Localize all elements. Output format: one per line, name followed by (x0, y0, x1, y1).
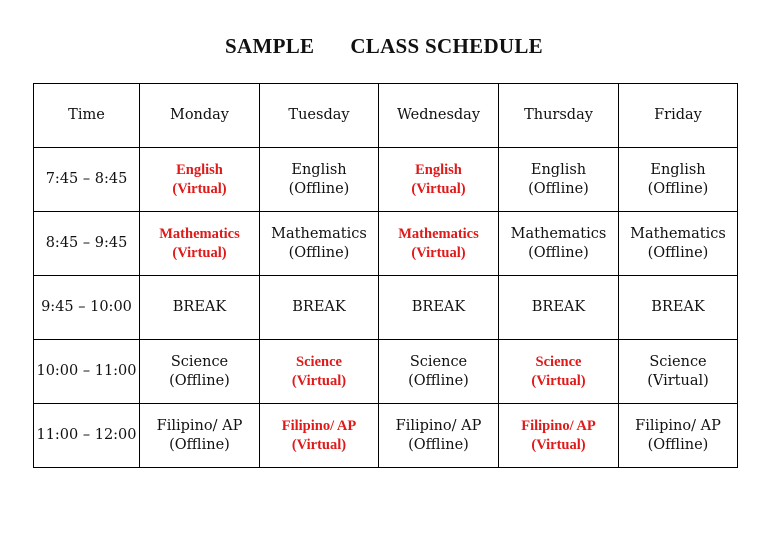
subject-label: English (291, 161, 347, 178)
mode-label: (Offline) (647, 180, 709, 197)
header-wednesday: Wednesday (379, 84, 499, 148)
subject-label: Filipino/ AP (281, 417, 357, 434)
class-cell-monday (140, 404, 260, 468)
subject-label: Science (649, 353, 707, 370)
subject-label: Mathematics (398, 225, 479, 242)
class-cell-thursday (499, 212, 619, 276)
subject-label: Filipino/ AP (395, 417, 482, 434)
class-cell-friday (619, 404, 738, 468)
class-cell-monday (140, 148, 260, 212)
subject-label: Science (409, 353, 468, 370)
time-cell: 8:45 – 9:45 (34, 212, 140, 276)
time-cell: 7:45 – 8:45 (34, 148, 140, 212)
class-cell-tuesday (260, 276, 379, 340)
mode-label: (Offline) (408, 436, 469, 453)
class-cell-wednesday (379, 148, 499, 212)
subject-label: English (176, 161, 223, 178)
class-cell-tuesday (260, 404, 379, 468)
subject-label: English (415, 161, 462, 178)
mode-label: (Virtual) (291, 436, 347, 453)
subject-label: Mathematics (271, 225, 367, 242)
subject-label: BREAK (292, 299, 346, 315)
subject-label: Filipino/ AP (635, 417, 721, 434)
subject-label: Science (170, 353, 229, 370)
class-cell-thursday (499, 404, 619, 468)
class-cell-thursday (499, 340, 619, 404)
subject-label: BREAK (172, 299, 227, 315)
mode-label: (Virtual) (172, 244, 227, 261)
page-title (0, 34, 768, 59)
mode-label: (Virtual) (531, 436, 586, 453)
table-row (34, 404, 738, 468)
class-cell-tuesday (260, 212, 379, 276)
class-cell-friday (619, 340, 738, 404)
subject-label: Filipino/ AP (521, 417, 596, 434)
class-cell-tuesday (260, 340, 379, 404)
title-class-schedule: CLASS SCHEDULE (350, 34, 543, 58)
subject-label: English (530, 161, 587, 178)
time-cell: 11:00 – 12:00 (34, 404, 140, 468)
subject-label: Mathematics (159, 225, 240, 242)
class-cell-wednesday (379, 340, 499, 404)
mode-label: (Offline) (528, 180, 589, 197)
header-friday: Friday (619, 84, 738, 148)
mode-label: (Virtual) (172, 180, 227, 197)
mode-label: (Offline) (647, 244, 709, 261)
table-row (34, 212, 738, 276)
mode-label: (Virtual) (411, 244, 466, 261)
mode-label: (Virtual) (647, 372, 709, 389)
subject-label: Science (296, 353, 342, 370)
mode-label: (Offline) (288, 244, 350, 261)
class-cell-monday (140, 212, 260, 276)
subject-label: Science (535, 353, 582, 370)
title-sample: SAMPLE (225, 34, 315, 58)
time-cell: 10:00 – 11:00 (34, 340, 140, 404)
class-cell-wednesday (379, 276, 499, 340)
subject-label: BREAK (531, 299, 586, 315)
class-cell-thursday (499, 276, 619, 340)
mode-label: (Offline) (528, 244, 589, 261)
table-row (34, 340, 738, 404)
class-cell-wednesday (379, 404, 499, 468)
mode-label: (Virtual) (411, 180, 466, 197)
header-thursday: Thursday (499, 84, 619, 148)
class-cell-thursday (499, 148, 619, 212)
mode-label: (Offline) (169, 436, 230, 453)
table-row (34, 276, 738, 340)
header-time: Time (34, 84, 140, 148)
header-monday: Monday (140, 84, 260, 148)
mode-label: (Offline) (408, 372, 469, 389)
mode-label: (Offline) (647, 436, 709, 453)
class-cell-friday (619, 148, 738, 212)
class-cell-wednesday (379, 212, 499, 276)
class-cell-friday (619, 276, 738, 340)
schedule-table (33, 83, 738, 468)
header-tuesday: Tuesday (260, 84, 379, 148)
subject-label: BREAK (651, 299, 705, 315)
subject-label: Filipino/ AP (156, 417, 243, 434)
class-cell-friday (619, 212, 738, 276)
mode-label: (Offline) (288, 180, 350, 197)
table-row (34, 148, 738, 212)
mode-label: (Virtual) (531, 372, 586, 389)
subject-label: Mathematics (630, 225, 726, 242)
header-row (34, 84, 738, 148)
subject-label: Mathematics (510, 225, 607, 242)
subject-label: English (650, 161, 706, 178)
mode-label: (Offline) (169, 372, 230, 389)
time-cell: 9:45 – 10:00 (34, 276, 140, 340)
mode-label: (Virtual) (291, 372, 347, 389)
class-cell-tuesday (260, 148, 379, 212)
subject-label: BREAK (411, 299, 466, 315)
class-cell-monday (140, 276, 260, 340)
class-cell-monday (140, 340, 260, 404)
